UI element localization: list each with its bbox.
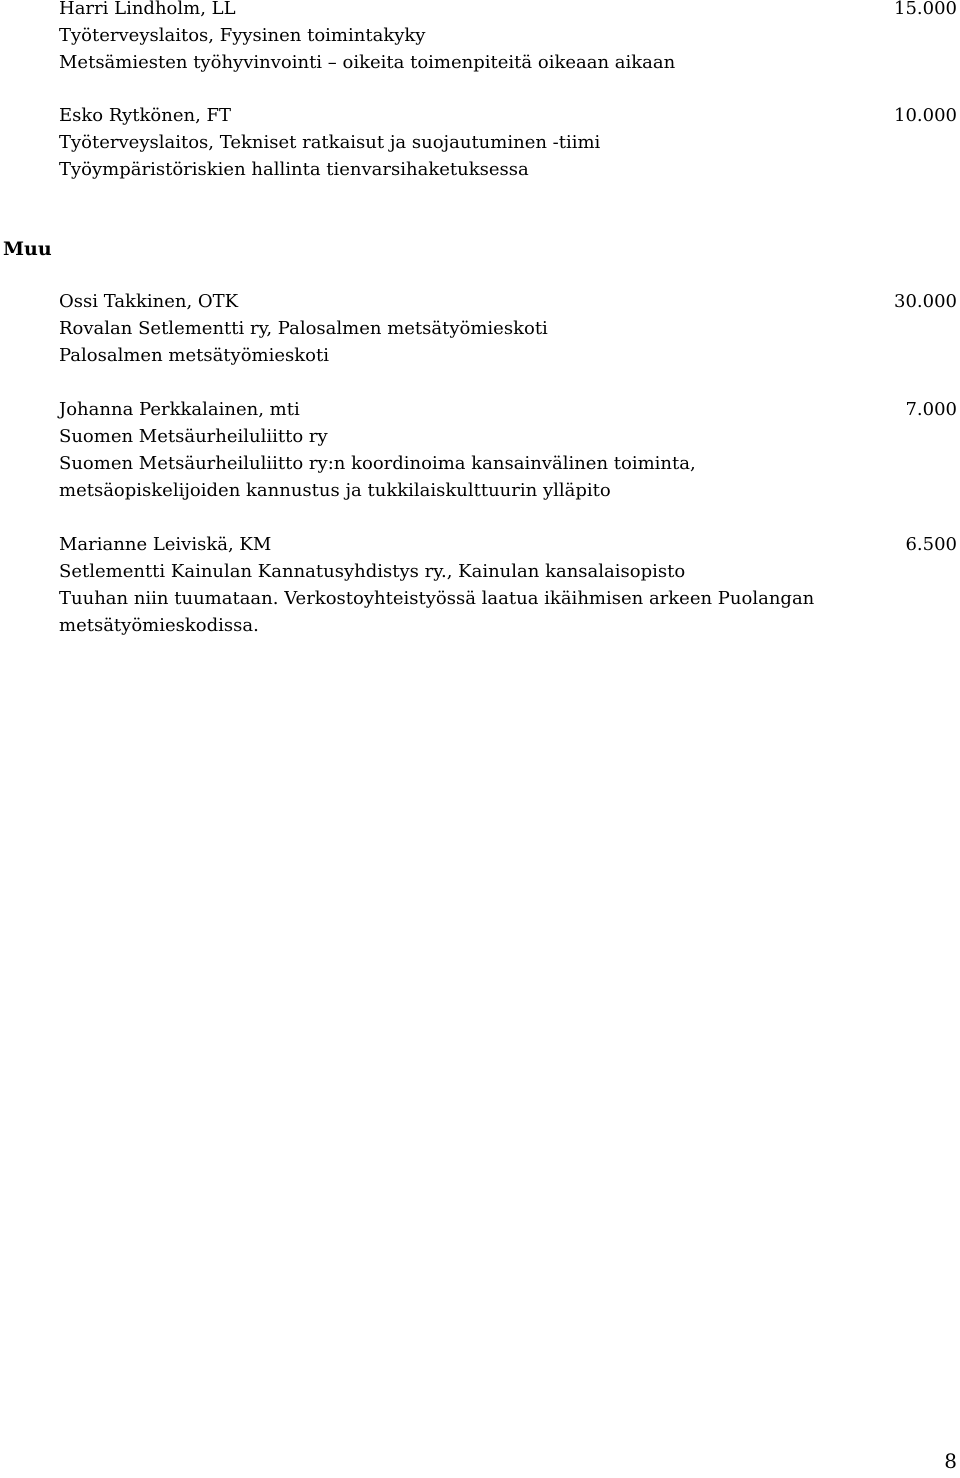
page-number: 8: [944, 1449, 957, 1473]
organization: Rovalan Setlementti ry, Palosalmen metsätyömieskoti: [59, 318, 548, 339]
entry-header: [59, 102, 957, 129]
grant-entry: [59, 102, 957, 183]
project-description: Suomen Metsäurheiluliitto ry:n koordinoima kansainvälinen toiminta,: [59, 453, 696, 474]
recipient-name: Johanna Perkkalainen, mti: [59, 399, 300, 420]
grant-amount: 6.500: [905, 534, 957, 555]
project-description: Tuuhan niin tuumataan. Verkostoyhteistyössä laatua ikäihmisen arkeen Puolangan: [59, 588, 815, 609]
recipient-name: Harri Lindholm, LL: [59, 0, 236, 19]
grant-amount: 7.000: [905, 399, 957, 420]
project-description: metsätyömieskodissa.: [59, 615, 259, 636]
grant-amount: 30.000: [894, 291, 957, 312]
grant-entry: [59, 396, 957, 504]
recipient-name: Marianne Leiviskä, KM: [59, 534, 272, 555]
project-description: Metsämiesten työhyvinvointi – oikeita toimenpiteitä oikeaan aikaan: [59, 52, 676, 73]
entry-header: [59, 531, 957, 558]
entry-header: [59, 288, 957, 315]
project-description: metsäopiskelijoiden kannustus ja tukkilaiskulttuurin ylläpito: [59, 480, 611, 501]
entry-header: [59, 396, 957, 423]
recipient-name: Esko Rytkönen, FT: [59, 105, 232, 126]
section-heading: Muu: [3, 238, 52, 260]
organization: Työterveyslaitos, Fyysinen toimintakyky: [59, 25, 426, 46]
grant-amount: 10.000: [894, 105, 957, 126]
recipient-name: Ossi Takkinen, OTK: [59, 291, 239, 312]
grant-amount: 15.000: [894, 0, 957, 19]
grant-entry: [59, 0, 957, 76]
project-description: Työympäristöriskien hallinta tienvarsihaketuksessa: [59, 159, 529, 180]
project-description: Palosalmen metsätyömieskoti: [59, 345, 329, 366]
organization: Työterveyslaitos, Tekniset ratkaisut ja suojautuminen -tiimi: [59, 132, 601, 153]
grant-entry: [59, 288, 957, 369]
grant-entry: [59, 531, 957, 639]
entry-header: [59, 0, 957, 22]
organization: Setlementti Kainulan Kannatusyhdistys ry., Kainulan kansalaisopisto: [59, 561, 686, 582]
organization: Suomen Metsäurheiluliitto ry: [59, 426, 328, 447]
